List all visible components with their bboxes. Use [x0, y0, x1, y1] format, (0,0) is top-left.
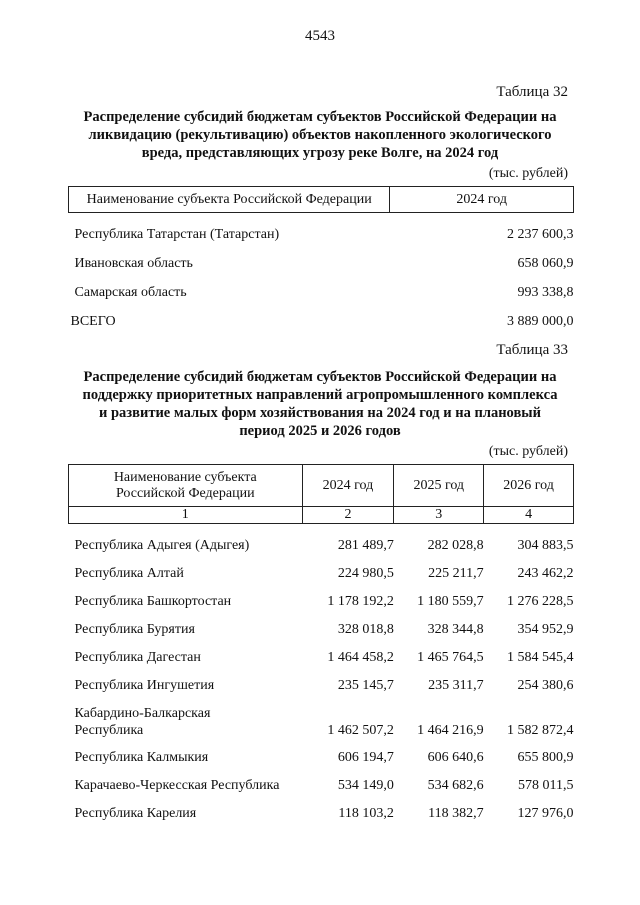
subject-name-line: Кабардино-Балкарская — [74, 705, 211, 721]
value-2025: 225 211,7 — [428, 565, 484, 581]
value-2024: 1 464 458,2 — [327, 649, 394, 665]
total-value: 3 889 000,0 — [507, 314, 574, 329]
value-2025: 282 028,8 — [427, 537, 484, 553]
title-line: Распределение субсидий бюджетам субъектов Российской Федерации на — [83, 109, 557, 125]
subject-name: Республика Дагестан — [74, 649, 201, 665]
value-2026: 655 800,9 — [517, 749, 574, 765]
value-2024: 1 462 507,2 — [327, 722, 394, 738]
value-2024: 224 980,5 — [337, 565, 394, 581]
value-2026: 127 976,0 — [517, 805, 574, 821]
header-subject-line: Российской Федерации — [115, 485, 255, 501]
value-2024: 235 145,7 — [337, 677, 394, 693]
value-2024: 606 194,7 — [337, 749, 394, 765]
value-2025: 328 344,8 — [427, 621, 484, 637]
value-2026: 243 462,2 — [517, 565, 574, 581]
table-row — [69, 700, 574, 744]
subject-name: Карачаево-Черкесская Республика — [74, 777, 280, 793]
value-2024: 534 149,0 — [337, 777, 394, 793]
table-row — [69, 800, 574, 828]
header-subject — [69, 465, 303, 507]
value-2026: 304 883,5 — [517, 537, 574, 553]
header-subject-line: Наименование субъекта — [113, 469, 257, 485]
value-2025: 1 464 216,9 — [417, 722, 484, 738]
total-label: ВСЕГО — [70, 314, 116, 329]
column-number: 4 — [484, 507, 574, 524]
column-number: 3 — [394, 507, 484, 524]
value-2026: 254 380,6 — [517, 677, 574, 693]
table-header-row — [69, 465, 574, 507]
table-row — [69, 560, 574, 588]
header-2024: 2024 год — [390, 187, 574, 213]
value-2026: 1 276 228,5 — [507, 593, 574, 609]
table-row — [69, 744, 574, 772]
header-2024: 2024 год — [302, 465, 394, 507]
subject-name: Республика Калмыкия — [74, 749, 209, 765]
value-2025: 235 311,7 — [428, 677, 484, 693]
title-line: и развитие малых форм хозяйствования на 2024 год и на плановый — [99, 405, 541, 421]
subject-name-line: Республика — [74, 722, 144, 738]
value-2024: 118 103,2 — [338, 805, 394, 821]
header-2026: 2026 год — [484, 465, 574, 507]
value-2024: 993 338,8 — [517, 285, 574, 300]
subject-name: Республика Башкортостан — [74, 593, 232, 609]
table-row — [69, 279, 574, 308]
table-row — [69, 772, 574, 800]
page-number: 4543 — [305, 28, 335, 44]
column-number: 1 — [69, 507, 303, 524]
value-2025: 534 682,6 — [427, 777, 484, 793]
subject-name: Ивановская область — [74, 256, 193, 271]
value-2024: 658 060,9 — [517, 256, 574, 271]
value-2025: 606 640,6 — [427, 749, 484, 765]
header-2025: 2025 год — [394, 465, 484, 507]
header-subject: Наименование субъекта Российской Федерации — [69, 187, 390, 213]
table-32-units: (тыс. рублей) — [488, 166, 568, 181]
table-32-label: Таблица 32 — [496, 84, 568, 100]
table-row — [69, 532, 574, 560]
table-row — [69, 672, 574, 700]
subject-name: Самарская область — [74, 285, 187, 300]
value-2024: 1 178 192,2 — [327, 593, 394, 609]
subject-name: Республика Татарстан (Татарстан) — [74, 227, 280, 242]
value-2024: 2 237 600,3 — [507, 227, 574, 242]
table-row — [69, 588, 574, 616]
subject-name: Республика Адыгея (Адыгея) — [74, 537, 250, 553]
value-2025: 1 465 764,5 — [417, 649, 484, 665]
value-2024: 328 018,8 — [337, 621, 394, 637]
subject-name — [69, 700, 303, 744]
table-row — [69, 221, 574, 250]
value-2024: 281 489,7 — [337, 537, 394, 553]
column-number-row — [69, 507, 574, 524]
title-line: ликвидацию (рекультивацию) объектов накопленного экологического — [88, 127, 552, 143]
table-33-label: Таблица 33 — [496, 342, 568, 358]
table-33 — [68, 464, 574, 828]
subject-name: Республика Ингушетия — [74, 677, 215, 693]
subject-name: Республика Бурятия — [74, 621, 195, 637]
total-row — [69, 308, 574, 337]
title-line: Распределение субсидий бюджетам субъектов Российской Федерации на — [83, 369, 557, 385]
value-2026: 1 584 545,4 — [507, 649, 574, 665]
table-32-title — [66, 108, 574, 162]
title-line: период 2025 и 2026 годов — [239, 423, 401, 439]
title-line: вреда, представляющих угрозу реке Волге, на 2024 год — [141, 145, 499, 161]
value-2026: 1 582 872,4 — [507, 722, 574, 738]
table-row — [69, 250, 574, 279]
subject-name: Республика Карелия — [74, 805, 197, 821]
table-32 — [68, 186, 574, 337]
table-row — [69, 644, 574, 672]
table-header-row — [69, 187, 574, 213]
value-2026: 578 011,5 — [518, 777, 574, 793]
column-number: 2 — [302, 507, 394, 524]
table-row — [69, 616, 574, 644]
value-2026: 354 952,9 — [517, 621, 574, 637]
subject-name: Республика Алтай — [74, 565, 184, 581]
table-33-units: (тыс. рублей) — [488, 444, 568, 459]
value-2025: 1 180 559,7 — [417, 593, 484, 609]
value-2025: 118 382,7 — [428, 805, 484, 821]
table-33-title — [66, 368, 574, 440]
title-line: поддержку приоритетных направлений агропромышленного комплекса — [82, 387, 558, 403]
